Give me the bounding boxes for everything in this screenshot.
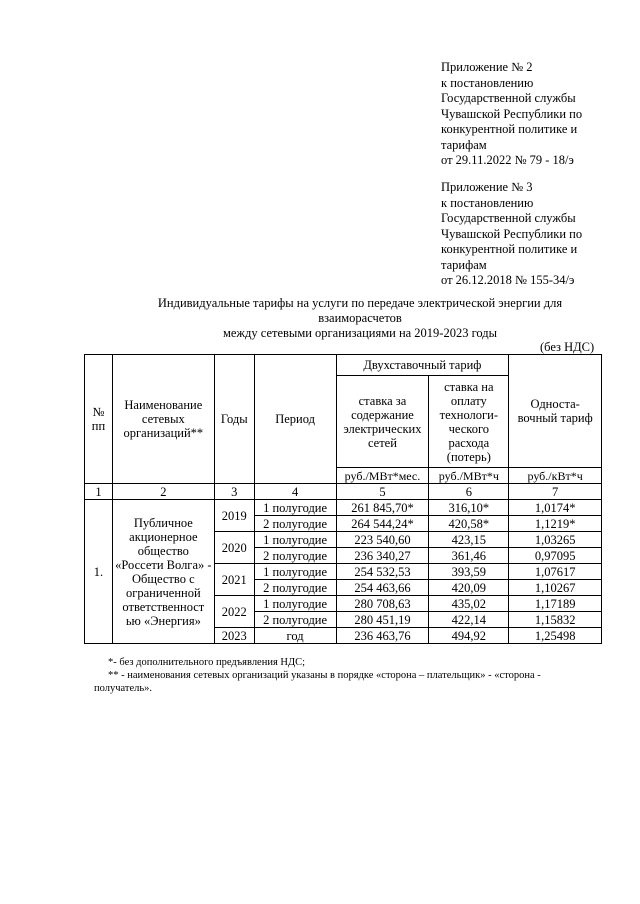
maintenance-rate-cell: 280 451,19 — [336, 612, 429, 628]
appendix-3-reference — [441, 180, 582, 289]
one-rate-cell: 1,07617 — [509, 564, 602, 580]
one-rate-cell: 1,0174* — [509, 500, 602, 516]
header-num: № пп — [85, 355, 113, 484]
period-cell: 2 полугодие — [254, 612, 336, 628]
period-cell: 1 полугодие — [254, 532, 336, 548]
year-cell: 2020 — [214, 532, 254, 564]
one-rate-cell: 1,17189 — [509, 596, 602, 612]
unit-one-rate: руб./кВт*ч — [509, 468, 602, 484]
appendix-line: тарифам — [441, 137, 487, 152]
one-rate-cell: 0,97095 — [509, 548, 602, 564]
one-rate-cell: 1,1219* — [509, 516, 602, 532]
col-number: 4 — [254, 484, 336, 500]
header-period: Период — [254, 355, 336, 484]
unit-maintenance: руб./МВт*мес. — [336, 468, 429, 484]
appendix-line: Чувашской Республики по — [441, 106, 583, 121]
appendix-line: конкурентной политике и — [441, 242, 578, 256]
loss-rate-cell: 316,10* — [429, 500, 509, 516]
maintenance-rate-cell: 236 463,76 — [336, 628, 429, 644]
year-cell: 2019 — [214, 500, 254, 532]
document-title — [110, 296, 610, 341]
loss-rate-cell: 422,14 — [429, 612, 509, 628]
maintenance-rate-cell: 223 540,60 — [336, 532, 429, 548]
col-number: 6 — [429, 484, 509, 500]
loss-rate-cell: 393,59 — [429, 564, 509, 580]
header-years: Годы — [214, 355, 254, 484]
one-rate-cell: 1,25498 — [509, 628, 602, 644]
period-cell: 2 полугодие — [254, 580, 336, 596]
header-org: Наименование сетевых организаций** — [112, 355, 214, 484]
header-one-rate: Односта-вочный тариф — [509, 355, 602, 468]
loss-rate-cell: 361,46 — [429, 548, 509, 564]
maintenance-rate-cell: 254 463,66 — [336, 580, 429, 596]
title-line-2: взаиморасчетов — [318, 311, 402, 325]
maintenance-rate-cell: 236 340,27 — [336, 548, 429, 564]
col-number: 3 — [214, 484, 254, 500]
period-cell: 2 полугодие — [254, 516, 336, 532]
tariff-table — [84, 354, 602, 644]
col-number: 5 — [336, 484, 429, 500]
appendix-line: конкурентной политике и — [441, 122, 578, 136]
col-number: 7 — [509, 484, 602, 500]
loss-rate-cell: 420,58* — [429, 516, 509, 532]
appendix-line: от 29.11.2022 № 79 - 18/э — [441, 153, 574, 167]
year-cell: 2021 — [214, 564, 254, 596]
title-line-1: Индивидуальные тарифы на услуги по передаче электрической энергии для — [157, 296, 563, 310]
col-number: 2 — [112, 484, 214, 500]
table-row — [85, 500, 602, 516]
col-number: 1 — [85, 484, 113, 500]
maintenance-rate-cell: 261 845,70* — [336, 500, 429, 516]
unit-losses: руб./МВт*ч — [429, 468, 509, 484]
footnote-vat: *- без дополнительного предъявления НДС; — [108, 657, 306, 668]
period-cell: 1 полугодие — [254, 596, 336, 612]
one-rate-cell: 1,10267 — [509, 580, 602, 596]
loss-rate-cell: 423,15 — [429, 532, 509, 548]
period-cell: год — [254, 628, 336, 644]
title-line-3: между сетевыми организациями на 2019-2023 годы — [222, 326, 498, 340]
year-cell: 2023 — [214, 628, 254, 644]
loss-rate-cell: 420,09 — [429, 580, 509, 596]
period-cell: 1 полугодие — [254, 564, 336, 580]
header-rate-maintenance: ставка за содержание электрических сетей — [336, 376, 429, 468]
loss-rate-cell: 494,92 — [429, 628, 509, 644]
appendix-line: Приложение № 3 — [441, 180, 533, 194]
maintenance-rate-cell: 254 532,53 — [336, 564, 429, 580]
one-rate-cell: 1,15832 — [509, 612, 602, 628]
period-cell: 1 полугодие — [254, 500, 336, 516]
one-rate-cell: 1,03265 — [509, 532, 602, 548]
appendix-2-reference — [441, 60, 582, 169]
row-number: 1. — [85, 500, 113, 644]
appendix-line: к постановлению — [441, 195, 534, 210]
maintenance-rate-cell: 280 708,63 — [336, 596, 429, 612]
appendix-line: Чувашской Республики по — [441, 226, 583, 241]
header-two-rate: Двухставочный тариф — [336, 355, 509, 376]
column-number-row — [85, 484, 602, 500]
appendix-line: Государственной службы — [441, 211, 576, 225]
period-cell: 2 полугодие — [254, 548, 336, 564]
vat-note: (без НДС) — [540, 340, 595, 354]
appendix-line: тарифам — [441, 257, 487, 272]
year-cell: 2022 — [214, 596, 254, 628]
footnote-order: ** - наименования сетевых организаций указаны в порядке «сторона – плательщик» - «сторона - получатель». — [94, 670, 541, 694]
appendix-line: Государственной службы — [441, 91, 576, 105]
appendix-line: к постановлению — [441, 75, 534, 90]
organization-name: Публичное акционерное общество «Россети Волга» - Общество с ограниченной ответственност ью «Энергия» — [112, 500, 214, 644]
loss-rate-cell: 435,02 — [429, 596, 509, 612]
appendix-line: от 26.12.2018 № 155-34/э — [441, 273, 575, 287]
footnotes — [94, 656, 578, 695]
maintenance-rate-cell: 264 544,24* — [336, 516, 429, 532]
header-rate-losses: ставка на оплату технологи-ческого расхода (потерь) — [429, 376, 509, 468]
appendix-line: Приложение № 2 — [441, 60, 533, 74]
